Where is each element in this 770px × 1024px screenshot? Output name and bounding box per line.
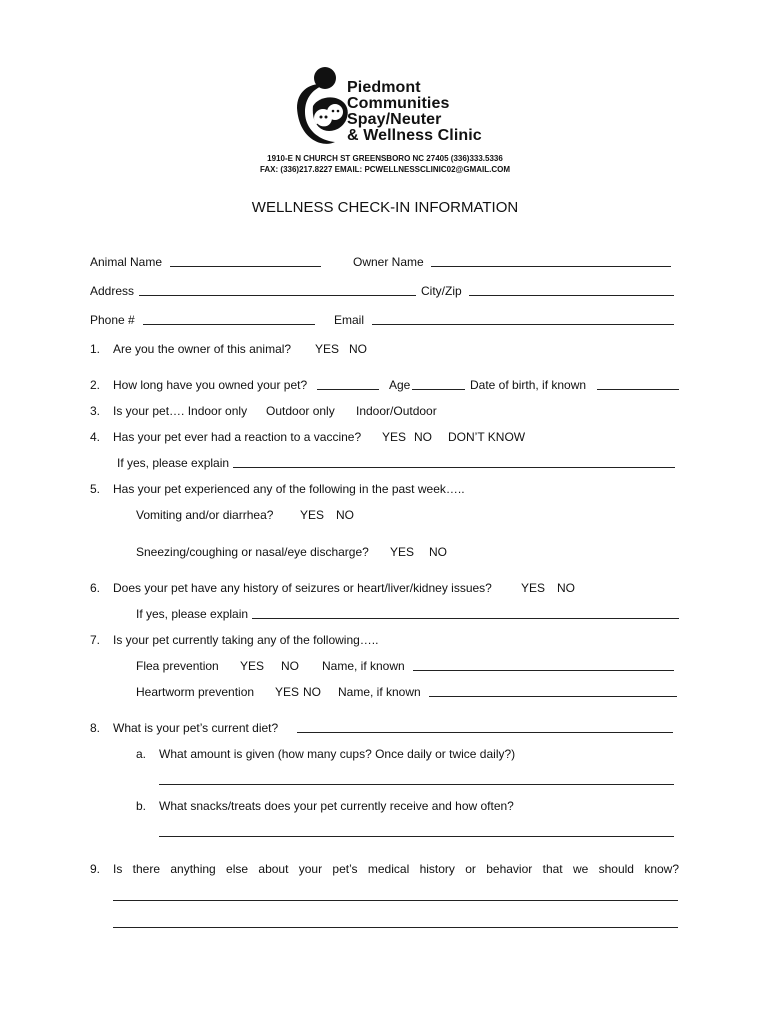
q5-sneezing-no-option[interactable]: NO: [429, 545, 447, 559]
q4-no-option[interactable]: NO: [414, 430, 432, 444]
q6-explain-field[interactable]: [252, 607, 679, 619]
q5-number: 5.: [90, 482, 101, 496]
q9-number: 9.: [90, 862, 101, 876]
q8b-answer-field[interactable]: [159, 825, 674, 837]
q4-dont-know-option[interactable]: DON’T KNOW: [448, 430, 526, 444]
q7-flea-name-field[interactable]: [413, 659, 674, 671]
email-field[interactable]: [372, 313, 674, 325]
q7-flea-no-option[interactable]: NO: [281, 659, 299, 673]
q2-number: 2.: [90, 378, 101, 392]
q6-yes-option[interactable]: YES: [521, 581, 546, 595]
q8b-text: What snacks/treats does your pet currently receive and how often?: [159, 799, 514, 813]
email-label: Email: [334, 313, 365, 327]
form-title: WELLNESS CHECK-IN INFORMATION: [251, 199, 519, 216]
phone-field[interactable]: [143, 313, 315, 325]
q8-number: 8.: [90, 721, 101, 735]
q5-vomiting-yes-option[interactable]: YES: [300, 508, 325, 522]
q2-age-field[interactable]: [412, 378, 465, 390]
org-name-line3: Spay/Neuter: [347, 111, 442, 128]
q5-vomiting-no-option[interactable]: NO: [336, 508, 354, 522]
q3-indoor-outdoor-option[interactable]: Indoor/Outdoor: [356, 404, 437, 418]
address-field[interactable]: [139, 284, 416, 296]
q8a-label: a.: [136, 747, 147, 761]
q5-vomiting-label: Vomiting and/or diarrhea?: [136, 508, 274, 522]
q8b-label: b.: [136, 799, 147, 813]
city-zip-label: City/Zip: [421, 284, 462, 298]
q7-heartworm-label: Heartworm prevention: [136, 685, 255, 699]
q8-text: What is your pet’s current diet?: [113, 721, 279, 735]
animal-name-field[interactable]: [170, 255, 321, 267]
q2-age-label: Age: [389, 378, 411, 392]
q7-number: 7.: [90, 633, 101, 647]
q5-sneezing-label: Sneezing/coughing or nasal/eye discharge?: [136, 545, 369, 559]
q2-text: How long have you owned your pet?: [113, 378, 308, 392]
q8-diet-field[interactable]: [297, 721, 673, 733]
q2-dob-field[interactable]: [597, 378, 679, 390]
q7-flea-label: Flea prevention: [136, 659, 219, 673]
q9-answer-line-2[interactable]: [113, 916, 678, 928]
q6-explain-label: If yes, please explain: [136, 607, 249, 621]
q7-text: Is your pet currently taking any of the following…..: [113, 633, 379, 647]
q9-text: Is there anything else about your pet’s medical history or behavior that we should know?: [113, 862, 679, 876]
q7-flea-name-label: Name, if known: [322, 659, 405, 673]
owner-name-label: Owner Name: [353, 255, 424, 269]
q7-heartworm-name-label: Name, if known: [338, 685, 421, 699]
q6-number: 6.: [90, 581, 101, 595]
q6-text: Does your pet have any history of seizures or heart/liver/kidney issues?: [113, 581, 492, 595]
city-zip-field[interactable]: [469, 284, 674, 296]
address-line: 1910-E N CHURCH ST GREENSBORO NC 27405 (336)333.5336: [267, 154, 503, 163]
q4-number: 4.: [90, 430, 101, 444]
q9-answer-line-1[interactable]: [113, 889, 678, 901]
org-name-line2: Communities: [347, 95, 450, 112]
q6-no-option[interactable]: NO: [557, 581, 575, 595]
q4-yes-option[interactable]: YES: [382, 430, 407, 444]
q3-number: 3.: [90, 404, 101, 418]
phone-label: Phone #: [90, 313, 135, 327]
org-name-line1: Piedmont: [347, 79, 421, 96]
address-label: Address: [90, 284, 135, 298]
org-name-line4: & Wellness Clinic: [347, 127, 482, 144]
q1-text: Are you the owner of this animal?: [113, 342, 292, 356]
q7-heartworm-yes-option[interactable]: YES: [275, 685, 300, 699]
contact-line: FAX: (336)217.8227 EMAIL: PCWELLNESSCLINIC02@GMAIL.COM: [259, 165, 511, 174]
q3-outdoor-option[interactable]: Outdoor only: [266, 404, 335, 418]
q7-heartworm-name-field[interactable]: [429, 685, 677, 697]
animal-name-label: Animal Name: [90, 255, 163, 269]
q2-dob-label: Date of birth, if known: [470, 378, 587, 392]
q4-explain-field[interactable]: [233, 456, 675, 468]
q3-indoor-option[interactable]: Is your pet…. Indoor only: [113, 404, 248, 418]
q7-flea-yes-option[interactable]: YES: [240, 659, 265, 673]
owner-name-field[interactable]: [431, 255, 671, 267]
q1-no-option[interactable]: NO: [349, 342, 367, 356]
q4-explain-label: If yes, please explain: [117, 456, 230, 470]
q4-text: Has your pet ever had a reaction to a vaccine?: [113, 430, 362, 444]
q5-sneezing-yes-option[interactable]: YES: [390, 545, 415, 559]
q8a-text: What amount is given (how many cups? Once daily or twice daily?): [159, 747, 516, 761]
q1-yes-option[interactable]: YES: [315, 342, 340, 356]
q1-number: 1.: [90, 342, 101, 356]
q7-heartworm-no-option[interactable]: NO: [303, 685, 321, 699]
q5-text: Has your pet experienced any of the following in the past week…..: [113, 482, 465, 496]
q2-duration-field[interactable]: [317, 378, 379, 390]
q8a-answer-field[interactable]: [159, 773, 674, 785]
